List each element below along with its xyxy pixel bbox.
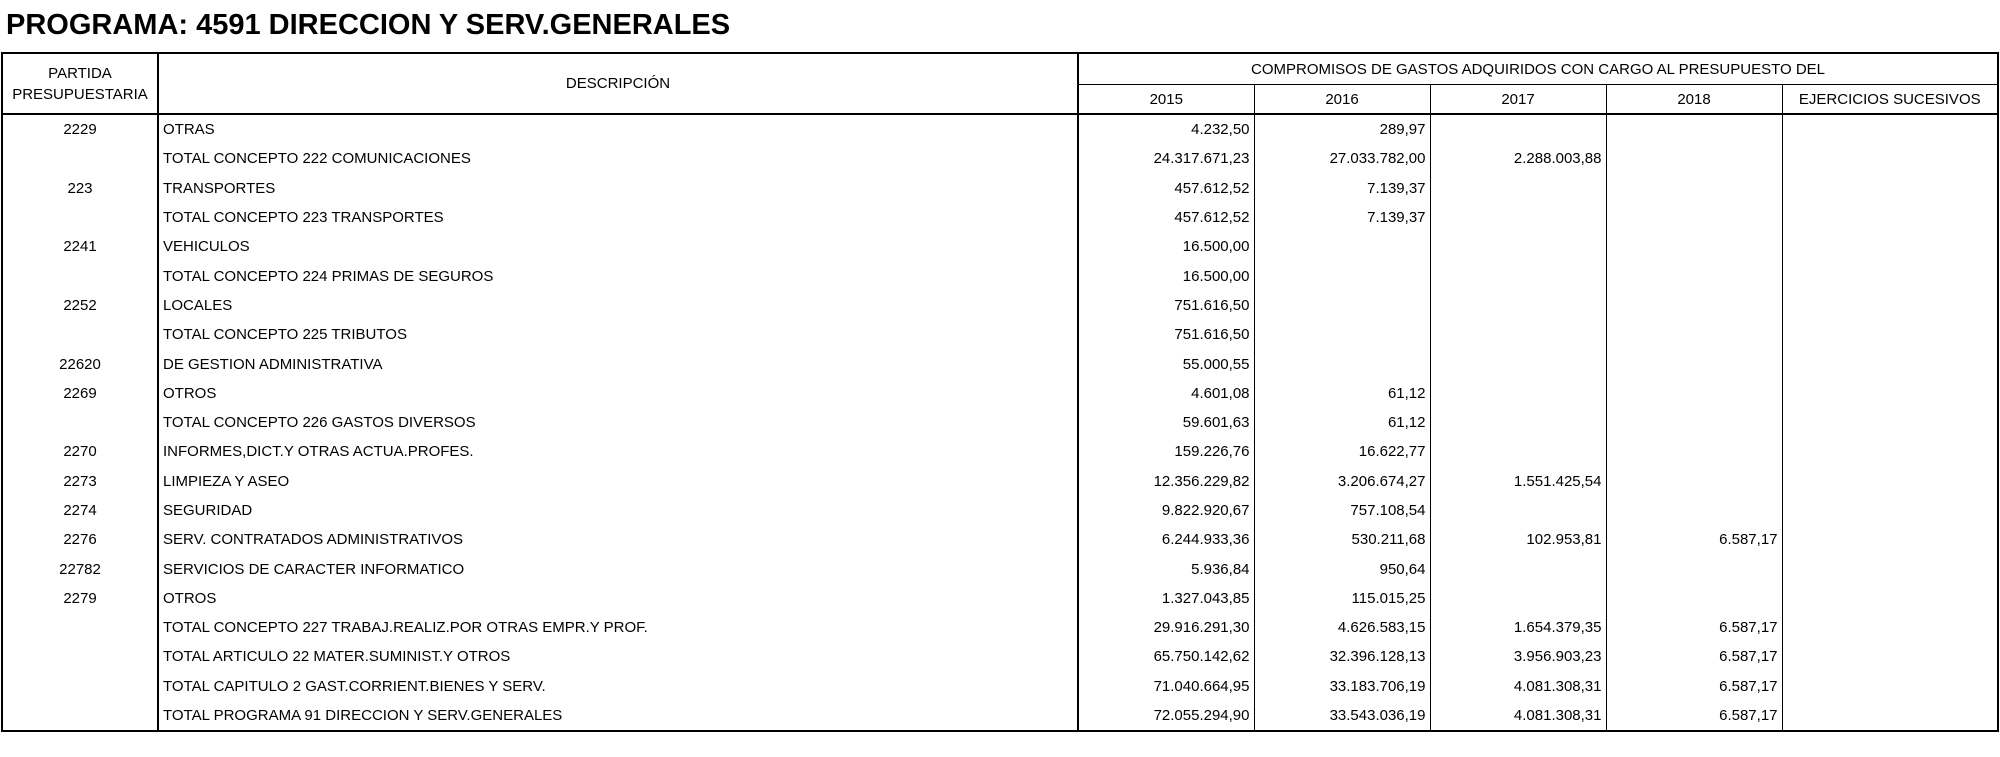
cell-descripcion: TRANSPORTES bbox=[158, 174, 1078, 203]
cell-sucesivos bbox=[1782, 672, 1998, 701]
cell-2018 bbox=[1606, 320, 1782, 349]
cell-descripcion: INFORMES,DICT.Y OTRAS ACTUA.PROFES. bbox=[158, 437, 1078, 466]
cell-2018: 6.587,17 bbox=[1606, 525, 1782, 554]
cell-2015: 9.822.920,67 bbox=[1078, 496, 1254, 525]
cell-sucesivos bbox=[1782, 144, 1998, 173]
cell-2018 bbox=[1606, 437, 1782, 466]
table-row bbox=[2, 613, 1998, 642]
cell-sucesivos bbox=[1782, 554, 1998, 583]
cell-2015: 72.055.294,90 bbox=[1078, 701, 1254, 731]
cell-2018 bbox=[1606, 584, 1782, 613]
cell-2016: 289,97 bbox=[1254, 114, 1430, 144]
cell-2016: 115.015,25 bbox=[1254, 584, 1430, 613]
cell-sucesivos bbox=[1782, 232, 1998, 261]
cell-2015: 6.244.933,36 bbox=[1078, 525, 1254, 554]
cell-sucesivos bbox=[1782, 408, 1998, 437]
cell-partida bbox=[2, 613, 158, 642]
cell-2017 bbox=[1430, 554, 1606, 583]
table-row bbox=[2, 496, 1998, 525]
cell-descripcion: OTROS bbox=[158, 379, 1078, 408]
cell-2018 bbox=[1606, 379, 1782, 408]
cell-descripcion: VEHICULOS bbox=[158, 232, 1078, 261]
cell-sucesivos bbox=[1782, 320, 1998, 349]
cell-2015: 12.356.229,82 bbox=[1078, 467, 1254, 496]
cell-2016: 7.139,37 bbox=[1254, 174, 1430, 203]
cell-partida bbox=[2, 261, 158, 290]
cell-2016 bbox=[1254, 291, 1430, 320]
cell-2016: 3.206.674,27 bbox=[1254, 467, 1430, 496]
header-year-2016: 2016 bbox=[1254, 85, 1430, 115]
cell-descripcion: LOCALES bbox=[158, 291, 1078, 320]
cell-partida: 223 bbox=[2, 174, 158, 203]
cell-descripcion: TOTAL ARTICULO 22 MATER.SUMINIST.Y OTROS bbox=[158, 642, 1078, 671]
cell-2017 bbox=[1430, 320, 1606, 349]
cell-2016: 27.033.782,00 bbox=[1254, 144, 1430, 173]
cell-2018 bbox=[1606, 261, 1782, 290]
cell-2017: 4.081.308,31 bbox=[1430, 672, 1606, 701]
table-row bbox=[2, 437, 1998, 466]
cell-sucesivos bbox=[1782, 114, 1998, 144]
cell-2016: 32.396.128,13 bbox=[1254, 642, 1430, 671]
cell-2016: 16.622,77 bbox=[1254, 437, 1430, 466]
page-title: PROGRAMA: 4591 DIRECCION Y SERV.GENERALES bbox=[6, 9, 731, 41]
cell-2015: 71.040.664,95 bbox=[1078, 672, 1254, 701]
cell-sucesivos bbox=[1782, 496, 1998, 525]
table-row bbox=[2, 701, 1998, 731]
cell-2015: 159.226,76 bbox=[1078, 437, 1254, 466]
table-body bbox=[2, 114, 1998, 731]
cell-2015: 55.000,55 bbox=[1078, 349, 1254, 378]
header-year-2015: 2015 bbox=[1078, 85, 1254, 115]
cell-partida bbox=[2, 203, 158, 232]
cell-sucesivos bbox=[1782, 701, 1998, 731]
cell-partida bbox=[2, 144, 158, 173]
cell-2015: 751.616,50 bbox=[1078, 320, 1254, 349]
header-compromisos: COMPROMISOS DE GASTOS ADQUIRIDOS CON CARGO AL PRESUPUESTO DEL bbox=[1078, 53, 1998, 85]
cell-sucesivos bbox=[1782, 584, 1998, 613]
cell-2015: 24.317.671,23 bbox=[1078, 144, 1254, 173]
cell-partida: 2241 bbox=[2, 232, 158, 261]
cell-2018: 6.587,17 bbox=[1606, 701, 1782, 731]
cell-2018 bbox=[1606, 496, 1782, 525]
cell-2017 bbox=[1430, 232, 1606, 261]
cell-descripcion: TOTAL CONCEPTO 224 PRIMAS DE SEGUROS bbox=[158, 261, 1078, 290]
cell-partida: 2273 bbox=[2, 467, 158, 496]
cell-2018 bbox=[1606, 349, 1782, 378]
cell-2016: 757.108,54 bbox=[1254, 496, 1430, 525]
cell-2018 bbox=[1606, 467, 1782, 496]
cell-2015: 5.936,84 bbox=[1078, 554, 1254, 583]
cell-2017 bbox=[1430, 584, 1606, 613]
cell-partida: 2270 bbox=[2, 437, 158, 466]
cell-2017 bbox=[1430, 203, 1606, 232]
cell-sucesivos bbox=[1782, 203, 1998, 232]
table-row bbox=[2, 203, 1998, 232]
table-row bbox=[2, 320, 1998, 349]
cell-2016: 530.211,68 bbox=[1254, 525, 1430, 554]
cell-2016: 61,12 bbox=[1254, 408, 1430, 437]
cell-2017 bbox=[1430, 261, 1606, 290]
cell-2018 bbox=[1606, 114, 1782, 144]
cell-2016: 33.543.036,19 bbox=[1254, 701, 1430, 731]
table-row bbox=[2, 379, 1998, 408]
cell-sucesivos bbox=[1782, 174, 1998, 203]
cell-descripcion: TOTAL CONCEPTO 222 COMUNICACIONES bbox=[158, 144, 1078, 173]
cell-2015: 65.750.142,62 bbox=[1078, 642, 1254, 671]
cell-2017 bbox=[1430, 437, 1606, 466]
table-row bbox=[2, 349, 1998, 378]
cell-descripcion: SERVICIOS DE CARACTER INFORMATICO bbox=[158, 554, 1078, 583]
cell-2016 bbox=[1254, 232, 1430, 261]
cell-partida: 2252 bbox=[2, 291, 158, 320]
cell-partida bbox=[2, 701, 158, 731]
cell-sucesivos bbox=[1782, 642, 1998, 671]
table-row bbox=[2, 467, 1998, 496]
cell-2017 bbox=[1430, 349, 1606, 378]
cell-2016: 61,12 bbox=[1254, 379, 1430, 408]
cell-2015: 4.601,08 bbox=[1078, 379, 1254, 408]
table-row bbox=[2, 525, 1998, 554]
cell-descripcion: OTRAS bbox=[158, 114, 1078, 144]
cell-2018 bbox=[1606, 174, 1782, 203]
cell-descripcion: TOTAL CONCEPTO 223 TRANSPORTES bbox=[158, 203, 1078, 232]
table-row bbox=[2, 261, 1998, 290]
cell-2017: 2.288.003,88 bbox=[1430, 144, 1606, 173]
cell-descripcion: TOTAL CAPITULO 2 GAST.CORRIENT.BIENES Y SERV. bbox=[158, 672, 1078, 701]
cell-descripcion: LIMPIEZA Y ASEO bbox=[158, 467, 1078, 496]
cell-2018: 6.587,17 bbox=[1606, 672, 1782, 701]
cell-partida: 2276 bbox=[2, 525, 158, 554]
cell-2016 bbox=[1254, 261, 1430, 290]
cell-descripcion: TOTAL PROGRAMA 91 DIRECCION Y SERV.GENERALES bbox=[158, 701, 1078, 731]
table-row bbox=[2, 642, 1998, 671]
cell-partida bbox=[2, 408, 158, 437]
cell-partida: 22782 bbox=[2, 554, 158, 583]
cell-2015: 59.601,63 bbox=[1078, 408, 1254, 437]
cell-2017 bbox=[1430, 291, 1606, 320]
cell-2018 bbox=[1606, 232, 1782, 261]
table-row bbox=[2, 174, 1998, 203]
cell-descripcion: SERV. CONTRATADOS ADMINISTRATIVOS bbox=[158, 525, 1078, 554]
cell-2017 bbox=[1430, 114, 1606, 144]
table-row bbox=[2, 144, 1998, 173]
cell-descripcion: SEGURIDAD bbox=[158, 496, 1078, 525]
cell-2016 bbox=[1254, 320, 1430, 349]
cell-sucesivos bbox=[1782, 437, 1998, 466]
cell-2018 bbox=[1606, 554, 1782, 583]
table-row bbox=[2, 584, 1998, 613]
cell-2016: 4.626.583,15 bbox=[1254, 613, 1430, 642]
cell-2017: 1.551.425,54 bbox=[1430, 467, 1606, 496]
cell-sucesivos bbox=[1782, 467, 1998, 496]
header-year-2018: 2018 bbox=[1606, 85, 1782, 115]
header-partida: PARTIDA PRESUPUESTARIA bbox=[2, 53, 158, 114]
cell-2017: 4.081.308,31 bbox=[1430, 701, 1606, 731]
cell-sucesivos bbox=[1782, 349, 1998, 378]
cell-sucesivos bbox=[1782, 525, 1998, 554]
header-ejercicios-sucesivos: EJERCICIOS SUCESIVOS bbox=[1782, 85, 1998, 115]
cell-partida bbox=[2, 672, 158, 701]
cell-2015: 16.500,00 bbox=[1078, 261, 1254, 290]
table-row bbox=[2, 554, 1998, 583]
table-header bbox=[2, 53, 1998, 114]
table-row bbox=[2, 114, 1998, 144]
budget-table bbox=[1, 52, 1999, 732]
table-row bbox=[2, 672, 1998, 701]
cell-2018 bbox=[1606, 203, 1782, 232]
cell-descripcion: DE GESTION ADMINISTRATIVA bbox=[158, 349, 1078, 378]
table-row bbox=[2, 232, 1998, 261]
cell-2017 bbox=[1430, 379, 1606, 408]
cell-2016: 950,64 bbox=[1254, 554, 1430, 583]
cell-2015: 29.916.291,30 bbox=[1078, 613, 1254, 642]
cell-descripcion: OTROS bbox=[158, 584, 1078, 613]
cell-sucesivos bbox=[1782, 291, 1998, 320]
header-year-2017: 2017 bbox=[1430, 85, 1606, 115]
table-row bbox=[2, 408, 1998, 437]
cell-descripcion: TOTAL CONCEPTO 227 TRABAJ.REALIZ.POR OTRAS EMPR.Y PROF. bbox=[158, 613, 1078, 642]
cell-descripcion: TOTAL CONCEPTO 225 TRIBUTOS bbox=[158, 320, 1078, 349]
cell-2018 bbox=[1606, 408, 1782, 437]
cell-2015: 751.616,50 bbox=[1078, 291, 1254, 320]
cell-partida bbox=[2, 320, 158, 349]
cell-2017: 3.956.903,23 bbox=[1430, 642, 1606, 671]
cell-2015: 4.232,50 bbox=[1078, 114, 1254, 144]
cell-2017: 1.654.379,35 bbox=[1430, 613, 1606, 642]
cell-partida: 2274 bbox=[2, 496, 158, 525]
cell-2015: 457.612,52 bbox=[1078, 174, 1254, 203]
cell-2018 bbox=[1606, 291, 1782, 320]
cell-sucesivos bbox=[1782, 613, 1998, 642]
cell-descripcion: TOTAL CONCEPTO 226 GASTOS DIVERSOS bbox=[158, 408, 1078, 437]
cell-2016 bbox=[1254, 349, 1430, 378]
cell-2015: 16.500,00 bbox=[1078, 232, 1254, 261]
cell-partida: 2269 bbox=[2, 379, 158, 408]
cell-2016: 7.139,37 bbox=[1254, 203, 1430, 232]
cell-2018: 6.587,17 bbox=[1606, 613, 1782, 642]
table-row bbox=[2, 291, 1998, 320]
cell-partida: 2279 bbox=[2, 584, 158, 613]
cell-2017: 102.953,81 bbox=[1430, 525, 1606, 554]
cell-partida bbox=[2, 642, 158, 671]
cell-sucesivos bbox=[1782, 379, 1998, 408]
header-descripcion: DESCRIPCIÓN bbox=[158, 53, 1078, 114]
cell-2016: 33.183.706,19 bbox=[1254, 672, 1430, 701]
cell-sucesivos bbox=[1782, 261, 1998, 290]
cell-2017 bbox=[1430, 174, 1606, 203]
cell-2018 bbox=[1606, 144, 1782, 173]
cell-partida: 22620 bbox=[2, 349, 158, 378]
cell-partida: 2229 bbox=[2, 114, 158, 144]
cell-2017 bbox=[1430, 496, 1606, 525]
cell-2018: 6.587,17 bbox=[1606, 642, 1782, 671]
cell-2017 bbox=[1430, 408, 1606, 437]
cell-2015: 1.327.043,85 bbox=[1078, 584, 1254, 613]
cell-2015: 457.612,52 bbox=[1078, 203, 1254, 232]
